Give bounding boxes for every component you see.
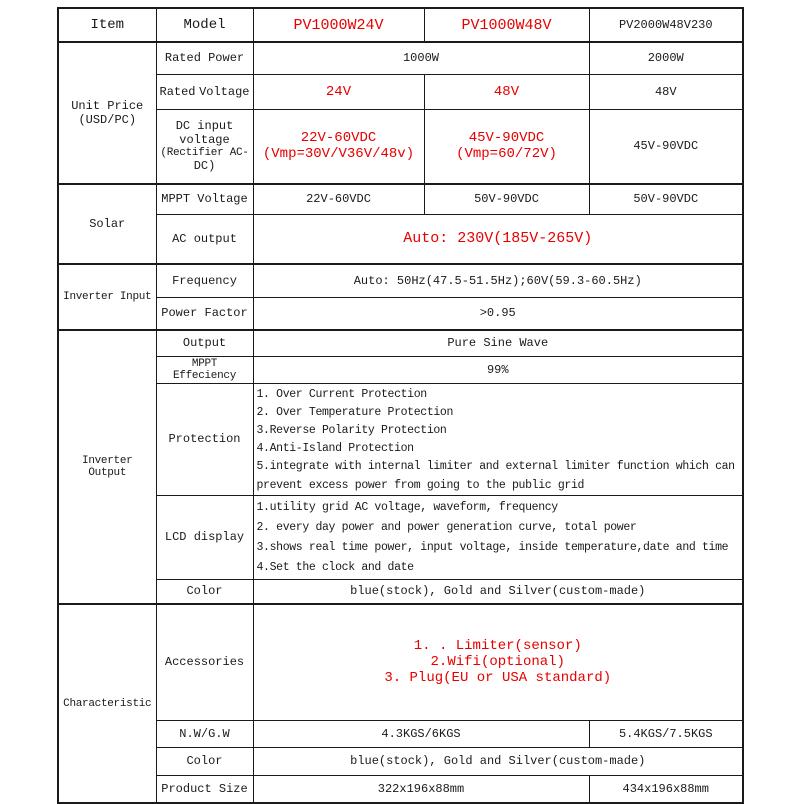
accessories-line-1: 1. . Limiter(sensor) <box>413 638 582 655</box>
value-power-factor: >0.95 <box>253 297 743 330</box>
value-rated-voltage-24v: 24V <box>253 74 424 109</box>
header-item: Item <box>58 8 156 42</box>
label-mppt-efficiency: MPPT Effeciency <box>156 356 253 383</box>
label-product-size: Product Size <box>156 775 253 803</box>
value-rated-power-1000: 1000W <box>253 42 589 74</box>
value-rated-voltage-48v-red: 48V <box>424 74 589 109</box>
label-color-2: Color <box>156 747 253 775</box>
value-dc-input-range-1: 22V-60VDC <box>300 130 377 147</box>
spec-table <box>57 7 744 804</box>
label-ac-output: AC output <box>156 214 253 264</box>
label-dc-input-line4: DC) <box>193 159 216 174</box>
label-protection: Protection <box>156 383 253 495</box>
group-unit-price-line2: (USD/PC) <box>78 113 137 127</box>
lcd-line-2: 2. every day power and power generation curve, total power <box>256 520 637 534</box>
value-accessories <box>253 604 743 720</box>
label-power-factor: Power Factor <box>156 297 253 330</box>
value-dc-input-2000w-model: 45V-90VDC <box>589 109 743 184</box>
value-product-size-2000: 434x196x88mm <box>589 775 743 803</box>
label-dc-input-voltage <box>156 109 253 184</box>
label-dc-input-line2: voltage <box>179 133 230 148</box>
label-dc-input-line3: (Rectifier AC- <box>160 147 249 160</box>
lcd-line-3: 3.shows real time power, input voltage, inside temperature,date and time <box>256 541 729 555</box>
value-dc-input-vmp-1: (Vmp=30V/V36V/48v) <box>262 146 415 163</box>
value-mppt-voltage-3: 50V-90VDC <box>589 184 743 214</box>
label-accessories: Accessories <box>156 604 253 720</box>
group-unit-price <box>58 42 156 184</box>
protection-line-4: 4.Anti-Island Protection <box>256 442 414 456</box>
accessories-line-3: 3. Plug(EU or USA standard) <box>384 670 612 687</box>
value-dc-input-24v-model <box>253 109 424 184</box>
value-product-size-1000: 322x196x88mm <box>253 775 589 803</box>
header-model-pv1000w48v: PV1000W48V <box>424 8 589 42</box>
label-rated-voltage <box>156 74 253 109</box>
value-dc-input-48v-model <box>424 109 589 184</box>
label-lcd-display: LCD display <box>156 495 253 579</box>
value-mppt-voltage-2: 50V-90VDC <box>424 184 589 214</box>
protection-line-5: 5.integrate with internal limiter and external limiter function which can <box>256 460 735 474</box>
lcd-line-4: 4.Set the clock and date <box>256 561 414 575</box>
label-mppt-voltage: MPPT Voltage <box>156 184 253 214</box>
value-dc-input-range-2: 45V-90VDC <box>468 130 545 147</box>
value-frequency: Auto: 50Hz(47.5-51.5Hz);60V(59.3-60.5Hz) <box>253 264 743 297</box>
label-weight: N.W/G.W <box>156 720 253 747</box>
header-model-pv2000w48v230: PV2000W48V230 <box>589 8 743 42</box>
value-mppt-voltage-1: 22V-60VDC <box>253 184 424 214</box>
header-model-pv1000w24v: PV1000W24V <box>253 8 424 42</box>
value-rated-voltage-48v: 48V <box>589 74 743 109</box>
label-frequency: Frequency <box>156 264 253 297</box>
group-unit-price-line1: Unit Price <box>71 99 144 113</box>
value-ac-output: Auto: 230V(185V-265V) <box>253 214 743 264</box>
value-protection <box>253 383 743 495</box>
lcd-line-1: 1.utility grid AC voltage, waveform, frequency <box>256 500 558 514</box>
label-rated-power: Rated Power <box>156 42 253 74</box>
label-output: Output <box>156 330 253 356</box>
value-weight-1000: 4.3KGS/6KGS <box>253 720 589 747</box>
value-dc-input-vmp-2: (Vmp=60/72V) <box>456 146 557 163</box>
group-inverter-output: Inverter Output <box>58 330 156 604</box>
protection-line-1: 1. Over Current Protection <box>256 387 427 401</box>
value-weight-2000: 5.4KGS/7.5KGS <box>589 720 743 747</box>
accessories-line-2: 2.Wifi(optional) <box>430 654 565 671</box>
value-color-2: blue(stock), Gold and Silver(custom-made) <box>253 747 743 775</box>
value-lcd-display <box>253 495 743 579</box>
label-rated-voltage-word1: Rated <box>159 84 196 99</box>
header-model: Model <box>156 8 253 42</box>
value-mppt-efficiency: 99% <box>253 356 743 383</box>
value-rated-power-2000: 2000W <box>589 42 743 74</box>
protection-line-2: 2. Over Temperature Protection <box>256 405 454 419</box>
label-dc-input-line1: DC input <box>175 119 234 134</box>
label-rated-voltage-word2: Voltage <box>199 84 250 99</box>
protection-line-3: 3.Reverse Polarity Protection <box>256 423 447 437</box>
group-inverter-input: Inverter Input <box>58 264 156 330</box>
group-solar: Solar <box>58 184 156 264</box>
label-color-1: Color <box>156 579 253 604</box>
protection-line-6: prevent excess power from going to the public grid <box>256 478 585 492</box>
group-characteristic: Characteristic <box>58 604 156 803</box>
value-output: Pure Sine Wave <box>253 330 743 356</box>
value-color-1: blue(stock), Gold and Silver(custom-made) <box>253 579 743 604</box>
